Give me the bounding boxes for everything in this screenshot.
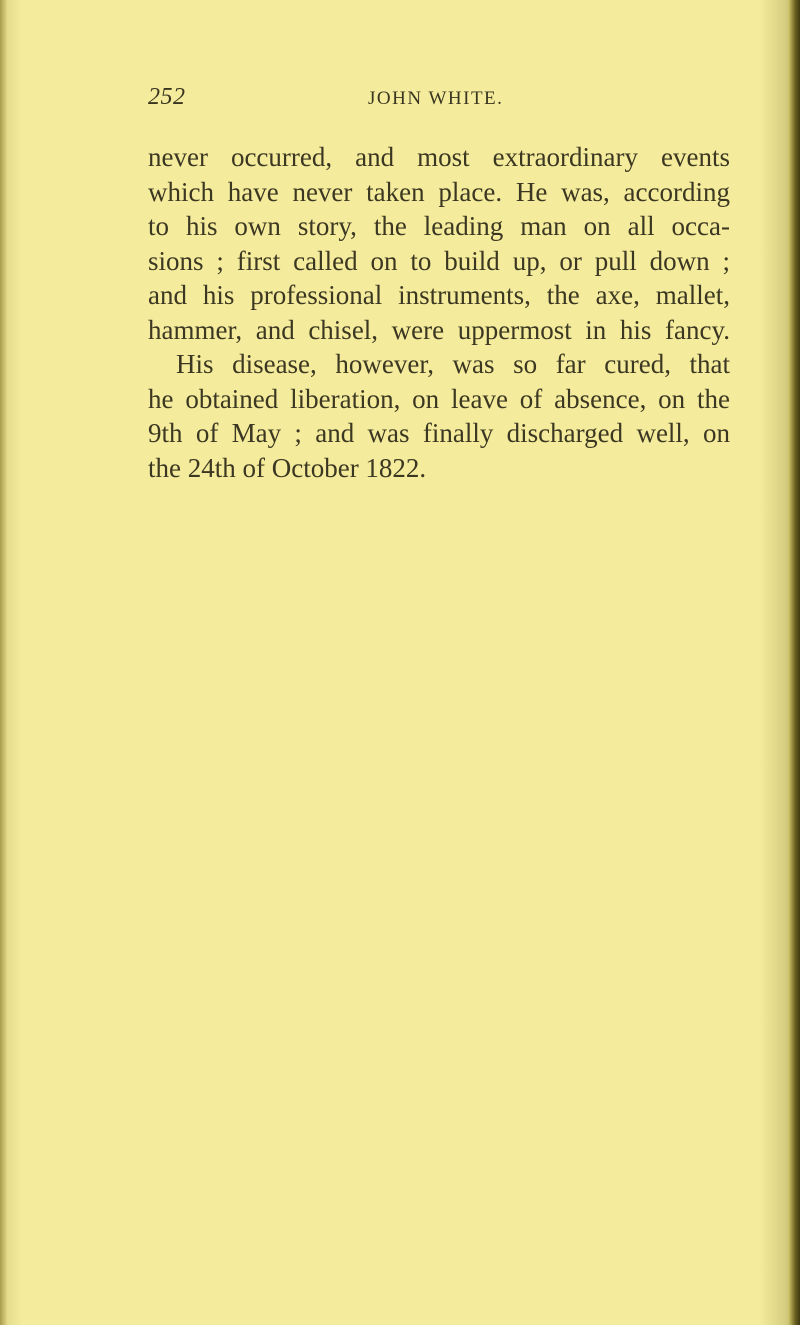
text-line: His disease, however, was so far cured, that [176, 349, 730, 379]
text-line: never occurred, and most extraordinary events [148, 142, 730, 172]
page-header [148, 84, 728, 114]
page-left-edge [0, 0, 8, 1325]
text-line: and his professional instruments, the axe, mallet, [148, 280, 730, 310]
text-line: 9th of May ; and was finally discharged well, on [148, 418, 730, 448]
text-line: which have never taken place. He was, according [148, 176, 730, 207]
page-number: 252 [148, 84, 186, 110]
page-right-edge [788, 0, 800, 1325]
text-line: sions ; first called on to build up, or pull down ; [148, 245, 730, 276]
body-text [148, 140, 730, 485]
text-line: he obtained liberation, on leave of absence, on the [148, 383, 730, 414]
text-line: the 24th of October 1822. [148, 452, 427, 483]
text-line: to his own story, the leading man on all occa- [148, 211, 730, 241]
running-head: JOHN WHITE. [368, 88, 504, 109]
text-line: hammer, and chisel, were uppermost in his fancy. [148, 314, 730, 345]
